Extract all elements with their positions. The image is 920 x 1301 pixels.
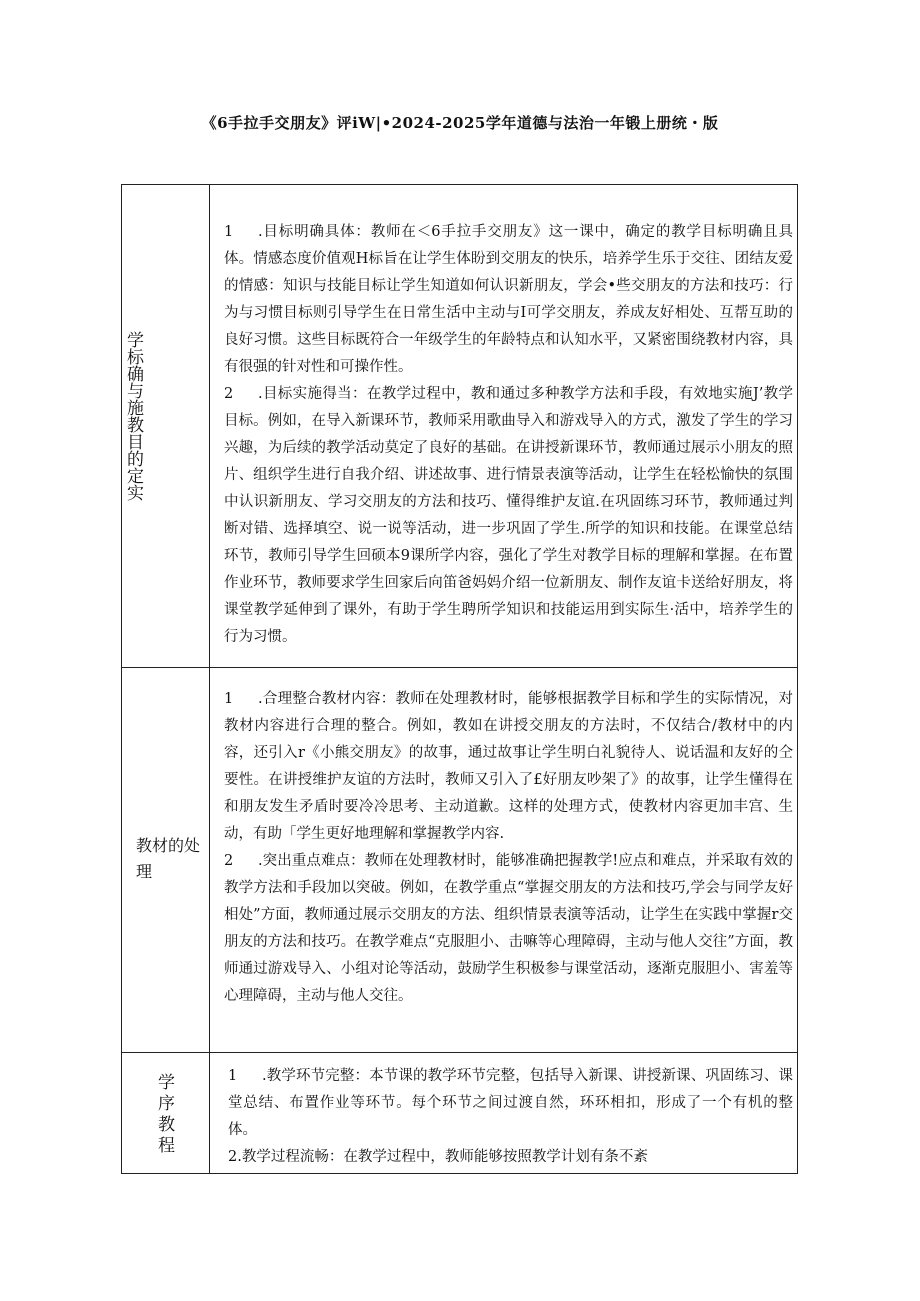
paragraph bbox=[224, 848, 793, 1010]
paragraph-number: 2 bbox=[224, 853, 234, 869]
table-row bbox=[122, 1053, 798, 1174]
paragraph-text: .教学环节完整：本节课的教学环节完整，包括导入新课、讲授新课、巩固练习、课堂总结、布置作业等环节。每个环节之间过渡自然，环环相扣，形成了一个有机的整体。 bbox=[228, 1068, 793, 1138]
row-label-procedure: 学序教程 bbox=[158, 1073, 175, 1156]
row-content-cell bbox=[210, 668, 798, 1053]
row-label-cell bbox=[122, 668, 210, 1053]
row-label-cell bbox=[122, 1053, 210, 1174]
paragraph bbox=[224, 686, 793, 848]
paragraph-text: .目标明确具体：教师在＜6手拉手交朋友》这一课中，确定的教学目标明确且具体。情感态度价值观H标旨在让学生体盼到交朋友的快乐，培养学生乐于交往、团结友爱的情感：知识与技能目标让学生知道如何认识新朋友，学会•些交朋友的方法和技巧：行为与习惯目标则引导学生在日常生活中主动与I可学交朋友，养成友好相处、互帮互助的良好习惯。这些目标既符合一年级学生的年龄特点和认知水平，又紧密围绕教材内容，具有很强的针对性和可操作性。 bbox=[224, 224, 793, 375]
paragraph bbox=[228, 1063, 793, 1144]
paragraph-number: 1 bbox=[228, 1068, 238, 1084]
paragraph-text: .合理整合教材内容：教师在处理教材时，能够根据教学目标和学生的实际情况，对教材内容进行合理的整合。例如，教如在讲授交朋友的方法时，不仅结合/教材中的内容，还引入r《小熊交朋友》的故事，通过故事让学生明白礼貌待人、说话温和友好的仝要性。在讲授维护友谊的方法时，教师又引入了£好朋友吵架了》的故事，让学生懂得在和朋友发生矛盾时要冷冷思考、主动道歉。这样的处理方式，使教材内容更加丰宫、生动，有助「学生更好地理解和掌握教学内容. bbox=[224, 691, 793, 842]
paragraph bbox=[224, 219, 793, 381]
paragraph-text: .突出重点难点：教师在处理教材时，能够准确把握教学!应点和难点，并采取有效的教学方法和手段加以突破。例如，在教学重点“掌握交朋友的方法和技巧,学会与同学友好相处”方面，教师通过展示交朋友的方法、组织情景表演等活动，让学生在实践中掌握r交朋友的方法和技巧。在教学难点“克服胆小、击嘛等心理障碍，主动与他人交往”方面，教师通过游戏导入、小组对论等活动，鼓励学生积极参与课堂活动，逐渐克服胆小、害羞等心理障碍，主动与他人交往。 bbox=[224, 853, 793, 1004]
paragraph-number: 1 bbox=[224, 224, 234, 240]
paragraph-number: 2 bbox=[224, 386, 234, 402]
row-content-cell bbox=[210, 1053, 798, 1174]
row-label-materials: 教材的处理 bbox=[136, 836, 201, 881]
row-content-cell bbox=[210, 185, 798, 668]
paragraph bbox=[228, 1144, 793, 1171]
row-label-cell bbox=[122, 185, 210, 668]
paragraph-number: 1 bbox=[224, 691, 234, 707]
table-row bbox=[122, 185, 798, 668]
table-row bbox=[122, 668, 798, 1053]
paragraph-text: 2.教学过程流畅：在教学过程中，教师能够按照教学计划有条不紊 bbox=[228, 1149, 648, 1165]
paragraph-text: .目标实施得当：在教学过程中，教和通过多种教学方法和手段，有效地实施J’教学目标。例如，在导入新课环节，教师采用歌曲导入和游戏导入的方式，激发了学生的学习兴趣，为后续的教学活动莫定了良好的基础。在讲授新课环节，教师通过展示小朋友的照片、组织学生进行自我介绍、讲述故事、进行情景表演等活动，让学生在轻松愉快的氛围中认识新朋友、学习交朋友的方法和技巧、懂得维护友谊.在巩固练习环节，教师通过判断对错、选择填空、说一说等活动，进一步巩固了学生.所学的知识和技能。在课堂总结环节，教师引导学生回硕本9课所学内容，强化了学生对教学目标的理解和掌握。在布置作业环节，教师要求学生回家后向笛爸妈妈介绍一位新朋友、制作友谊卡送给好朋友，将课堂教学延伸到了课外，有助于学生聘所学知识和技能运用到实际生·活中，培养学生的行为习惯。 bbox=[224, 386, 793, 645]
row-label-objectives: 学标确与施教目的定实 bbox=[123, 331, 143, 501]
paragraph bbox=[224, 381, 793, 651]
document-title: 《6手拉手交朋友》评iW|•2024-2025学年道德与法治一年锻上册统・版 bbox=[201, 114, 719, 132]
evaluation-table bbox=[121, 184, 798, 1174]
